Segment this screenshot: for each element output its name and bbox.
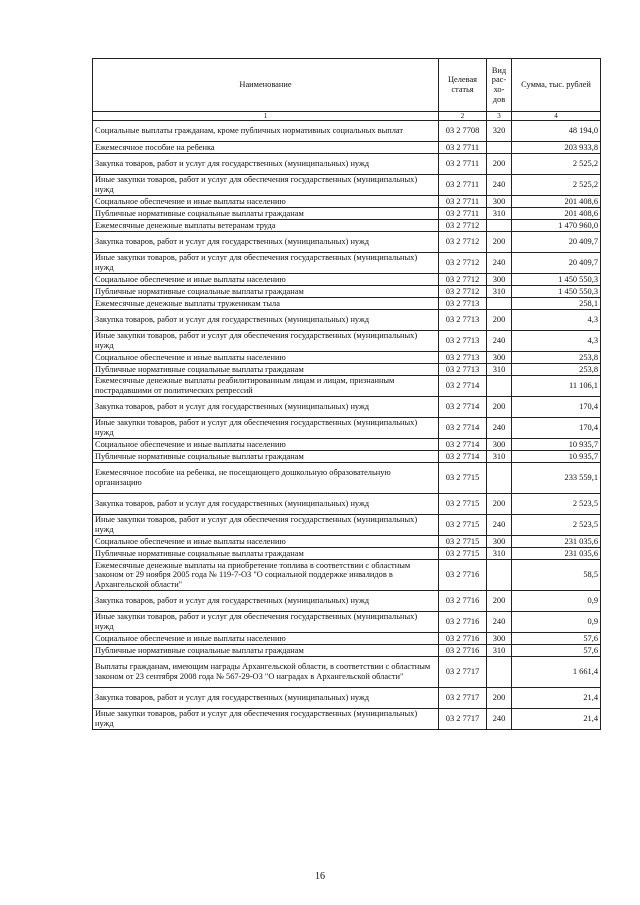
row-name: Иные закупки товаров, работ и услуг для обеспечения государственных (муниципальных) нужд bbox=[93, 515, 439, 536]
row-target-article: 03 2 7713 bbox=[439, 331, 487, 352]
column-number-1: 1 bbox=[93, 112, 439, 121]
table-row bbox=[93, 463, 601, 494]
row-expense-type: 240 bbox=[487, 515, 512, 536]
row-expense-type: 300 bbox=[487, 352, 512, 364]
row-expense-type: 240 bbox=[487, 175, 512, 196]
table-row bbox=[93, 591, 601, 612]
row-amount: 11 106,1 bbox=[512, 376, 601, 397]
row-amount: 20 409,7 bbox=[512, 232, 601, 253]
row-amount: 2 525,2 bbox=[512, 154, 601, 175]
row-name: Иные закупки товаров, работ и услуг для обеспечения государственных (муниципальных) нужд bbox=[93, 612, 439, 633]
row-amount: 48 194,0 bbox=[512, 121, 601, 142]
row-target-article: 03 2 7711 bbox=[439, 208, 487, 220]
table-row bbox=[93, 657, 601, 688]
table-row bbox=[93, 709, 601, 730]
row-amount: 203 933,8 bbox=[512, 142, 601, 154]
row-target-article: 03 2 7715 bbox=[439, 463, 487, 494]
row-amount: 21,4 bbox=[512, 709, 601, 730]
row-expense-type bbox=[487, 220, 512, 232]
row-expense-type: 300 bbox=[487, 274, 512, 286]
row-name: Ежемесячное пособие на ребенка bbox=[93, 142, 439, 154]
table-row bbox=[93, 286, 601, 298]
row-expense-type bbox=[487, 142, 512, 154]
row-name: Ежемесячные денежные выплаты ветеранам труда bbox=[93, 220, 439, 232]
row-target-article: 03 2 7714 bbox=[439, 376, 487, 397]
row-target-article: 03 2 7714 bbox=[439, 439, 487, 451]
row-amount: 258,1 bbox=[512, 298, 601, 310]
row-amount: 170,4 bbox=[512, 397, 601, 418]
row-expense-type bbox=[487, 657, 512, 688]
header-amount: Сумма, тыс. рублей bbox=[512, 59, 601, 112]
row-name: Социальное обеспечение и иные выплаты населению bbox=[93, 633, 439, 645]
row-expense-type bbox=[487, 376, 512, 397]
row-amount: 253,8 bbox=[512, 352, 601, 364]
row-name: Иные закупки товаров, работ и услуг для обеспечения государственных (муниципальных) нужд bbox=[93, 331, 439, 352]
table-row bbox=[93, 220, 601, 232]
row-amount: 253,8 bbox=[512, 364, 601, 376]
row-name: Ежемесячное пособие на ребенка, не посещающего дошкольную образовательную организацию bbox=[93, 463, 439, 494]
row-amount: 201 408,6 bbox=[512, 196, 601, 208]
row-amount: 58,5 bbox=[512, 560, 601, 591]
row-name: Публичные нормативные социальные выплаты гражданам bbox=[93, 364, 439, 376]
row-expense-type bbox=[487, 463, 512, 494]
row-target-article: 03 2 7717 bbox=[439, 688, 487, 709]
table-row bbox=[93, 121, 601, 142]
table-row bbox=[93, 232, 601, 253]
row-expense-type: 320 bbox=[487, 121, 512, 142]
row-target-article: 03 2 7717 bbox=[439, 709, 487, 730]
row-expense-type: 200 bbox=[487, 154, 512, 175]
table-row bbox=[93, 560, 601, 591]
row-target-article: 03 2 7712 bbox=[439, 286, 487, 298]
row-expense-type: 300 bbox=[487, 633, 512, 645]
row-name: Закупка товаров, работ и услуг для государственных (муниципальных) нужд bbox=[93, 397, 439, 418]
row-target-article: 03 2 7716 bbox=[439, 645, 487, 657]
row-name: Социальное обеспечение и иные выплаты населению bbox=[93, 536, 439, 548]
row-expense-type: 310 bbox=[487, 451, 512, 463]
column-number-3: 3 bbox=[487, 112, 512, 121]
table-row bbox=[93, 494, 601, 515]
table-row bbox=[93, 645, 601, 657]
row-target-article: 03 2 7716 bbox=[439, 591, 487, 612]
table-row bbox=[93, 633, 601, 645]
table-row bbox=[93, 310, 601, 331]
header-target-article: Целевая статья bbox=[439, 59, 487, 112]
row-target-article: 03 2 7715 bbox=[439, 536, 487, 548]
table-row bbox=[93, 397, 601, 418]
row-target-article: 03 2 7715 bbox=[439, 494, 487, 515]
row-amount: 0,9 bbox=[512, 591, 601, 612]
row-name: Закупка товаров, работ и услуг для государственных (муниципальных) нужд bbox=[93, 494, 439, 515]
table-row bbox=[93, 331, 601, 352]
row-name: Иные закупки товаров, работ и услуг для обеспечения государственных (муниципальных) нужд bbox=[93, 418, 439, 439]
budget-table bbox=[92, 58, 601, 730]
row-target-article: 03 2 7713 bbox=[439, 364, 487, 376]
table-row bbox=[93, 451, 601, 463]
row-target-article: 03 2 7714 bbox=[439, 397, 487, 418]
row-expense-type: 310 bbox=[487, 208, 512, 220]
table-row bbox=[93, 154, 601, 175]
row-amount: 1 450 550,3 bbox=[512, 286, 601, 298]
page-number: 16 bbox=[315, 871, 325, 882]
row-expense-type: 200 bbox=[487, 591, 512, 612]
row-target-article: 03 2 7716 bbox=[439, 612, 487, 633]
document-page bbox=[92, 58, 600, 730]
row-target-article: 03 2 7713 bbox=[439, 310, 487, 331]
row-name: Социальные выплаты гражданам, кроме публичных нормативных социальных выплат bbox=[93, 121, 439, 142]
row-expense-type bbox=[487, 560, 512, 591]
row-name: Иные закупки товаров, работ и услуг для обеспечения государственных (муниципальных) нужд bbox=[93, 175, 439, 196]
row-expense-type bbox=[487, 298, 512, 310]
column-number-4: 4 bbox=[512, 112, 601, 121]
table-body bbox=[93, 121, 601, 730]
row-expense-type: 240 bbox=[487, 612, 512, 633]
row-expense-type: 200 bbox=[487, 397, 512, 418]
row-expense-type: 310 bbox=[487, 548, 512, 560]
row-target-article: 03 2 7716 bbox=[439, 560, 487, 591]
row-expense-type: 240 bbox=[487, 331, 512, 352]
table-row bbox=[93, 175, 601, 196]
row-name: Ежемесячные денежные выплаты труженикам тыла bbox=[93, 298, 439, 310]
table-row bbox=[93, 612, 601, 633]
row-name: Социальное обеспечение и иные выплаты населению bbox=[93, 352, 439, 364]
row-expense-type: 200 bbox=[487, 688, 512, 709]
table-row bbox=[93, 208, 601, 220]
row-amount: 201 408,6 bbox=[512, 208, 601, 220]
table-row bbox=[93, 515, 601, 536]
row-name: Ежемесячные денежные выплаты на приобретение топлива в соответствии с областным законом от 29 ноября 2005 года № 119-7-ОЗ "О социальной поддержке инвалидов в Архангельской области" bbox=[93, 560, 439, 591]
row-name: Социальное обеспечение и иные выплаты населению bbox=[93, 196, 439, 208]
row-expense-type: 310 bbox=[487, 286, 512, 298]
row-name: Социальное обеспечение и иные выплаты населению bbox=[93, 274, 439, 286]
row-target-article: 03 2 7712 bbox=[439, 274, 487, 286]
row-name: Закупка товаров, работ и услуг для государственных (муниципальных) нужд bbox=[93, 688, 439, 709]
row-name: Выплаты гражданам, имеющим награды Архангельской области, в соответствии с областным законом от 23 сентября 2008 года № 567-29-ОЗ "О наградах в Архангельской области" bbox=[93, 657, 439, 688]
row-target-article: 03 2 7713 bbox=[439, 298, 487, 310]
row-target-article: 03 2 7716 bbox=[439, 633, 487, 645]
row-expense-type: 240 bbox=[487, 418, 512, 439]
table-row bbox=[93, 439, 601, 451]
row-name: Закупка товаров, работ и услуг для государственных (муниципальных) нужд bbox=[93, 591, 439, 612]
row-target-article: 03 2 7713 bbox=[439, 352, 487, 364]
row-amount: 57,6 bbox=[512, 633, 601, 645]
row-target-article: 03 2 7715 bbox=[439, 515, 487, 536]
row-name: Закупка товаров, работ и услуг для государственных (муниципальных) нужд bbox=[93, 232, 439, 253]
row-name: Социальное обеспечение и иные выплаты населению bbox=[93, 439, 439, 451]
row-target-article: 03 2 7712 bbox=[439, 253, 487, 274]
column-number-2: 2 bbox=[439, 112, 487, 121]
row-target-article: 03 2 7712 bbox=[439, 220, 487, 232]
row-target-article: 03 2 7717 bbox=[439, 657, 487, 688]
row-name: Закупка товаров, работ и услуг для государственных (муниципальных) нужд bbox=[93, 154, 439, 175]
table-row bbox=[93, 142, 601, 154]
row-name: Публичные нормативные социальные выплаты гражданам bbox=[93, 451, 439, 463]
row-expense-type: 200 bbox=[487, 494, 512, 515]
table-row bbox=[93, 536, 601, 548]
row-amount: 2 525,2 bbox=[512, 175, 601, 196]
row-amount: 1 470 960,0 bbox=[512, 220, 601, 232]
row-name: Иные закупки товаров, работ и услуг для обеспечения государственных (муниципальных) нужд bbox=[93, 709, 439, 730]
row-target-article: 03 2 7711 bbox=[439, 175, 487, 196]
row-expense-type: 240 bbox=[487, 709, 512, 730]
row-amount: 4,3 bbox=[512, 331, 601, 352]
row-expense-type: 310 bbox=[487, 364, 512, 376]
row-name: Публичные нормативные социальные выплаты гражданам bbox=[93, 548, 439, 560]
table-row bbox=[93, 253, 601, 274]
row-target-article: 03 2 7708 bbox=[439, 121, 487, 142]
row-name: Иные закупки товаров, работ и услуг для обеспечения государственных (муниципальных) нужд bbox=[93, 253, 439, 274]
row-amount: 233 559,1 bbox=[512, 463, 601, 494]
row-target-article: 03 2 7714 bbox=[439, 418, 487, 439]
row-expense-type: 300 bbox=[487, 536, 512, 548]
table-row bbox=[93, 688, 601, 709]
row-amount: 57,6 bbox=[512, 645, 601, 657]
row-name: Закупка товаров, работ и услуг для государственных (муниципальных) нужд bbox=[93, 310, 439, 331]
table-row bbox=[93, 298, 601, 310]
row-expense-type: 310 bbox=[487, 645, 512, 657]
row-target-article: 03 2 7714 bbox=[439, 451, 487, 463]
row-amount: 4,3 bbox=[512, 310, 601, 331]
row-expense-type: 300 bbox=[487, 439, 512, 451]
row-amount: 2 523,5 bbox=[512, 494, 601, 515]
row-amount: 1 450 550,3 bbox=[512, 274, 601, 286]
row-target-article: 03 2 7711 bbox=[439, 196, 487, 208]
table-header-row bbox=[93, 59, 601, 112]
row-expense-type: 240 bbox=[487, 253, 512, 274]
table-row bbox=[93, 196, 601, 208]
row-name: Публичные нормативные социальные выплаты гражданам bbox=[93, 208, 439, 220]
row-amount: 1 661,4 bbox=[512, 657, 601, 688]
row-amount: 21,4 bbox=[512, 688, 601, 709]
table-row bbox=[93, 548, 601, 560]
table-row bbox=[93, 376, 601, 397]
row-amount: 231 035,6 bbox=[512, 536, 601, 548]
header-expense-type: Вид рас-хо-дов bbox=[487, 59, 512, 112]
row-amount: 20 409,7 bbox=[512, 253, 601, 274]
row-target-article: 03 2 7711 bbox=[439, 154, 487, 175]
row-amount: 10 935,7 bbox=[512, 451, 601, 463]
table-row bbox=[93, 418, 601, 439]
row-amount: 231 035,6 bbox=[512, 548, 601, 560]
row-amount: 170,4 bbox=[512, 418, 601, 439]
row-name: Ежемесячные денежные выплаты реабилитированным лицам и лицам, признанным пострадавшими от политических репрессий bbox=[93, 376, 439, 397]
row-expense-type: 300 bbox=[487, 196, 512, 208]
table-row bbox=[93, 352, 601, 364]
row-name: Публичные нормативные социальные выплаты гражданам bbox=[93, 645, 439, 657]
row-target-article: 03 2 7711 bbox=[439, 142, 487, 154]
row-expense-type: 200 bbox=[487, 310, 512, 331]
header-name: Наименование bbox=[93, 59, 439, 112]
table-row bbox=[93, 274, 601, 286]
table-row bbox=[93, 364, 601, 376]
row-amount: 0,9 bbox=[512, 612, 601, 633]
row-amount: 2 523,5 bbox=[512, 515, 601, 536]
row-target-article: 03 2 7712 bbox=[439, 232, 487, 253]
row-amount: 10 935,7 bbox=[512, 439, 601, 451]
column-number-row bbox=[93, 112, 601, 121]
row-target-article: 03 2 7715 bbox=[439, 548, 487, 560]
row-expense-type: 200 bbox=[487, 232, 512, 253]
row-name: Публичные нормативные социальные выплаты гражданам bbox=[93, 286, 439, 298]
